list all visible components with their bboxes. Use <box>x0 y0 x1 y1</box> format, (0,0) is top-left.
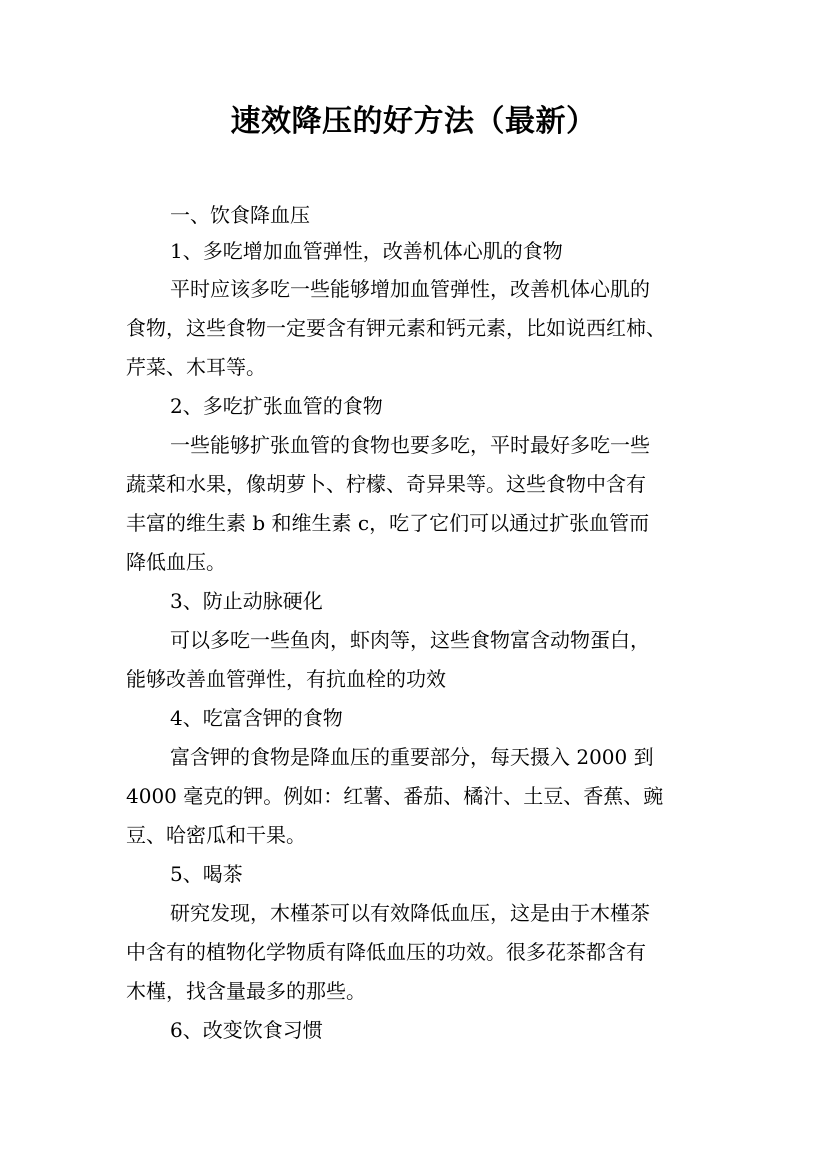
paragraph-line: 木槿，找含量最多的那些。 <box>126 979 366 1003</box>
subsection-heading: 5、喝茶 <box>170 862 243 886</box>
subsection-heading: 3、防止动脉硬化 <box>170 589 323 613</box>
paragraph-line: 平时应该多吃一些能够增加血管弹性，改善机体心肌的 <box>170 277 650 301</box>
paragraph-line: 丰富的维生素 b 和维生素 c，吃了它们可以通过扩张血管而 <box>126 511 650 535</box>
paragraph-line: 可以多吃一些鱼肉，虾肉等，这些食物富含动物蛋白， <box>170 628 650 652</box>
page-title: 速效降压的好方法（最新） <box>230 104 597 139</box>
paragraph-line: 食物，这些食物一定要含有钾元素和钙元素，比如说西红柿、 <box>126 316 666 340</box>
paragraph-line: 4000 毫克的钾。例如：红薯、番茄、橘汁、土豆、香蕉、豌 <box>126 784 664 808</box>
paragraph-line: 能够改善血管弹性，有抗血栓的功效 <box>126 667 446 691</box>
paragraph-line: 富含钾的食物是降血压的重要部分，每天摄入 2000 到 <box>170 745 654 769</box>
paragraph-line: 一些能够扩张血管的食物也要多吃，平时最好多吃一些 <box>170 433 650 457</box>
subsection-heading: 1、多吃增加血管弹性，改善机体心肌的食物 <box>170 239 563 263</box>
paragraph-line: 豆、哈密瓜和干果。 <box>126 823 306 847</box>
paragraph-line: 芹菜、木耳等。 <box>126 355 266 379</box>
paragraph-line: 降低血压。 <box>126 550 226 574</box>
subsection-heading: 6、改变饮食习惯 <box>170 1018 323 1042</box>
subsection-heading: 2、多吃扩张血管的食物 <box>170 394 383 418</box>
paragraph-line: 蔬菜和水果，像胡萝卜、柠檬、奇异果等。这些食物中含有 <box>126 472 646 496</box>
paragraph-line: 研究发现，木槿茶可以有效降低血压，这是由于木槿茶 <box>170 901 650 925</box>
section-heading: 一、饮食降血压 <box>170 203 310 227</box>
paragraph-line: 中含有的植物化学物质有降低血压的功效。很多花茶都含有 <box>126 940 646 964</box>
subsection-heading: 4、吃富含钾的食物 <box>170 706 343 730</box>
